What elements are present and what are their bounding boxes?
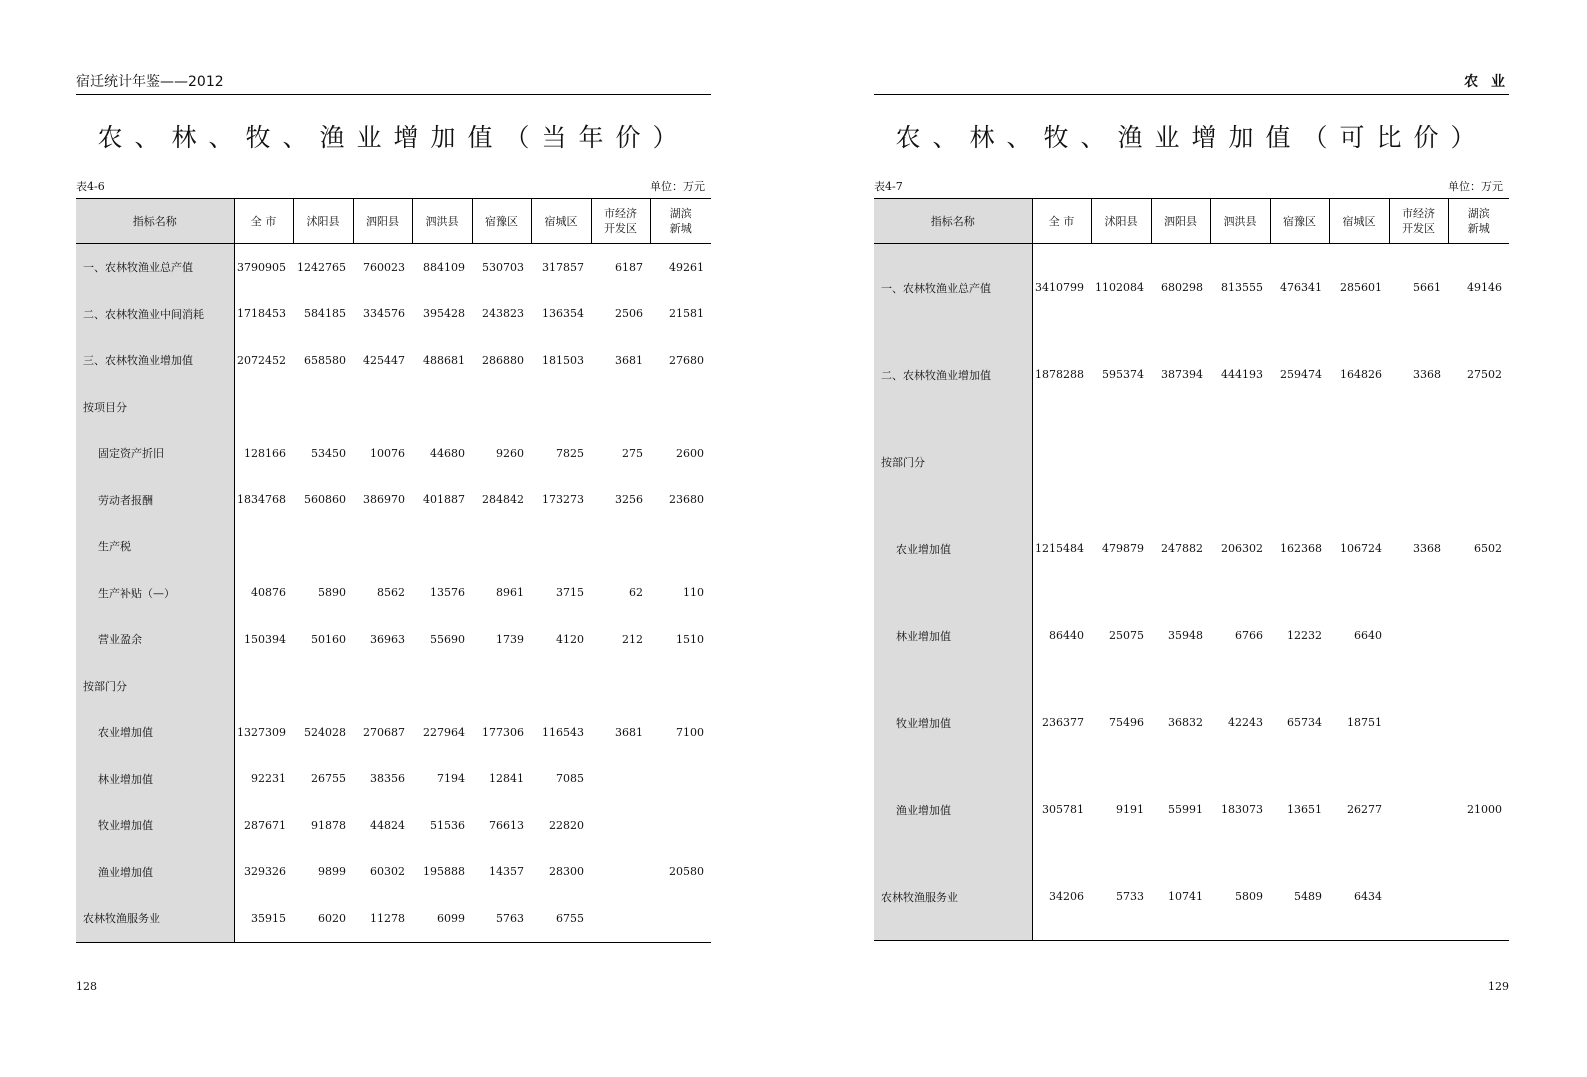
table-cell: 92231: [251, 772, 286, 786]
table-cell: 1327309: [237, 725, 286, 739]
table-cell: 275: [622, 446, 643, 460]
row-label: 农林牧渔服务业: [76, 895, 234, 942]
table-cell: 13651: [1287, 803, 1322, 816]
table-cell: 488681: [423, 353, 465, 367]
table-row: [76, 430, 711, 477]
row-label: 林业增加值: [874, 592, 1032, 679]
table-cell: 387394: [1161, 368, 1203, 381]
table-cell: 813555: [1221, 281, 1263, 294]
row-label: 营业盈余: [76, 616, 234, 663]
table-cell: 128166: [244, 446, 286, 460]
table-row: [76, 802, 711, 849]
table-cell: 524028: [304, 725, 346, 739]
table-cell: 27680: [669, 353, 704, 367]
table-row: [874, 679, 1509, 766]
row-label: 按部门分: [874, 418, 1032, 505]
table-cell: 34206: [1032, 853, 1091, 941]
table-cell: 9260: [496, 446, 524, 460]
table-row: [874, 592, 1509, 679]
table-cell: 55991: [1168, 803, 1203, 816]
table-cell: 236377: [1042, 716, 1084, 729]
table-cell: 287671: [244, 818, 286, 832]
row-label: 生产税: [76, 523, 234, 570]
table-cell: 1102084: [1095, 281, 1144, 294]
right-page: [874, 0, 1509, 1077]
table-cell: 395428: [423, 307, 465, 321]
table-cell: 444193: [1221, 368, 1263, 381]
table-cell: 3681: [615, 725, 643, 739]
row-label: 二、农林牧渔业增加值: [874, 331, 1032, 418]
column-header: 湖滨 新城: [650, 199, 711, 244]
column-header: 湖滨 新城: [1448, 199, 1509, 244]
table-cell: 62: [629, 586, 643, 600]
row-label: 三、农林牧渔业增加值: [76, 337, 234, 384]
table-cell: [591, 663, 650, 710]
table-cell: 162368: [1280, 542, 1322, 555]
table-cell: 658580: [304, 353, 346, 367]
table-cell: 317857: [542, 260, 584, 274]
table-cell: 164826: [1340, 368, 1382, 381]
table-row: [76, 477, 711, 524]
table-row: [76, 291, 711, 338]
table-cell: 3368: [1413, 368, 1441, 381]
table-cell: 5763: [472, 895, 531, 942]
table-cell: 53450: [311, 446, 346, 460]
row-label: 一、农林牧渔业总产值: [874, 244, 1032, 332]
table-cell: 26755: [311, 772, 346, 786]
table-cell: 49146: [1467, 281, 1502, 294]
data-table: [76, 198, 711, 943]
table-row: [874, 505, 1509, 592]
table-row: [76, 895, 711, 942]
table-row: [874, 853, 1509, 941]
table-row: [76, 570, 711, 617]
row-label: 渔业增加值: [874, 766, 1032, 853]
table-cell: 20580: [669, 865, 704, 879]
table-cell: 183073: [1221, 803, 1263, 816]
table-cell: 305781: [1042, 803, 1084, 816]
table-cell: [234, 384, 293, 431]
table-cell: [1389, 766, 1448, 853]
table-cell: [353, 523, 412, 570]
table-cell: 5489: [1270, 853, 1329, 941]
table-cell: 12232: [1287, 629, 1322, 642]
table-cell: 27502: [1467, 368, 1502, 381]
table-cell: 286880: [482, 353, 524, 367]
table-cell: 270687: [363, 725, 405, 739]
table-cell: 3368: [1413, 542, 1441, 555]
running-header: [874, 74, 1509, 95]
table-cell: [293, 523, 353, 570]
header-text: 农 业: [1464, 74, 1509, 90]
table-cell: [472, 384, 531, 431]
table-cell: 530703: [482, 260, 524, 274]
table-cell: 10076: [370, 446, 405, 460]
row-label: 一、农林牧渔业总产值: [76, 244, 234, 291]
table-cell: 7085: [556, 772, 584, 786]
row-label: 农业增加值: [76, 709, 234, 756]
table-cell: [412, 663, 472, 710]
column-header: 宿城区: [531, 199, 591, 244]
table-cell: 6640: [1354, 629, 1382, 642]
table-row: [874, 418, 1509, 505]
column-header: 泗洪县: [412, 199, 472, 244]
unit-label: 单位：万元: [650, 180, 705, 193]
table-cell: 21581: [669, 307, 704, 321]
table-cell: 9899: [318, 865, 346, 879]
table-cell: 1834768: [237, 493, 286, 507]
table-cell: [353, 663, 412, 710]
table-row: [76, 663, 711, 710]
table-cell: [234, 523, 293, 570]
table-row: [874, 331, 1509, 418]
table-cell: [1448, 853, 1509, 941]
table-row: [874, 766, 1509, 853]
table-cell: [531, 384, 591, 431]
table-cell: 181503: [542, 353, 584, 367]
table-cell: 13576: [430, 586, 465, 600]
table-cell: 86440: [1049, 629, 1084, 642]
table-cell: 136354: [542, 307, 584, 321]
column-header: 指标名称: [76, 199, 234, 244]
table-cell: [591, 756, 650, 803]
column-header: 全 市: [234, 199, 293, 244]
table-cell: 259474: [1280, 368, 1322, 381]
column-header: 泗阳县: [1151, 199, 1210, 244]
table-cell: 150394: [244, 632, 286, 646]
table-cell: 386970: [363, 493, 405, 507]
table-cell: 284842: [482, 493, 524, 507]
table-cell: 18751: [1347, 716, 1382, 729]
table-cell: 22820: [549, 818, 584, 832]
table-cell: 4120: [556, 632, 584, 646]
table-cell: 479879: [1102, 542, 1144, 555]
table-cell: [472, 663, 531, 710]
table-cell: 3256: [615, 493, 643, 507]
running-header: [76, 74, 711, 95]
row-label: 牧业增加值: [874, 679, 1032, 766]
table-cell: 680298: [1161, 281, 1203, 294]
table-cell: 212: [622, 632, 643, 646]
column-header: 沭阳县: [293, 199, 353, 244]
table-cell: [650, 384, 711, 431]
table-cell: 6502: [1474, 542, 1502, 555]
column-header: 宿豫区: [1270, 199, 1329, 244]
column-header: 市经济 开发区: [1389, 199, 1448, 244]
page-number: 129: [1488, 980, 1509, 993]
table-cell: 5809: [1210, 853, 1270, 941]
table-cell: 425447: [363, 353, 405, 367]
table-cell: 3681: [615, 353, 643, 367]
row-label: 按部门分: [76, 663, 234, 710]
table-cell: 401887: [423, 493, 465, 507]
table-cell: 1718453: [237, 307, 286, 321]
table-cell: 21000: [1467, 803, 1502, 816]
table-cell: 5733: [1091, 853, 1151, 941]
header-text: 宿迁统计年鉴——2012: [76, 74, 224, 90]
column-header: 沭阳县: [1091, 199, 1151, 244]
table-cell: [591, 802, 650, 849]
table-cell: 595374: [1102, 368, 1144, 381]
table-cell: 28300: [549, 865, 584, 879]
table-cell: 584185: [304, 307, 346, 321]
header-row: [874, 199, 1509, 244]
table-number: 表4-7: [874, 180, 903, 193]
row-label: 劳动者报酬: [76, 477, 234, 524]
table-row: [76, 523, 711, 570]
table-cell: 7100: [676, 725, 704, 739]
table-cell: 8562: [377, 586, 405, 600]
table-cell: [1389, 679, 1448, 766]
table-cell: 5661: [1413, 281, 1441, 294]
table-cell: [472, 523, 531, 570]
row-label: 二、农林牧渔业中间消耗: [76, 291, 234, 338]
table-cell: [293, 663, 353, 710]
table-cell: 1739: [496, 632, 524, 646]
page-title: 农、林、牧、渔业增加值（当年价）: [97, 123, 690, 152]
table-row: [76, 244, 711, 291]
table-row: [76, 384, 711, 431]
table-cell: 2600: [676, 446, 704, 460]
table-cell: [412, 384, 472, 431]
table-cell: 23680: [669, 493, 704, 507]
row-label: 农业增加值: [874, 505, 1032, 592]
table-cell: 884109: [423, 260, 465, 274]
data-table: [874, 198, 1509, 941]
table-cell: 5890: [318, 586, 346, 600]
column-header: 市经济 开发区: [591, 199, 650, 244]
table-cell: [591, 523, 650, 570]
table-cell: 1510: [676, 632, 704, 646]
table-cell: [591, 849, 650, 896]
column-header: 全 市: [1032, 199, 1091, 244]
table-cell: 6099: [412, 895, 472, 942]
table-row: [76, 337, 711, 384]
table-cell: [650, 756, 711, 803]
table-cell: 3790905: [237, 260, 286, 274]
table-cell: 10741: [1151, 853, 1210, 941]
table-cell: 51536: [430, 818, 465, 832]
table-cell: 227964: [423, 725, 465, 739]
column-header: 宿豫区: [472, 199, 531, 244]
table-cell: 476341: [1280, 281, 1322, 294]
table-row: [76, 709, 711, 756]
table-row: [874, 244, 1509, 332]
table-row: [76, 616, 711, 663]
table-cell: [591, 384, 650, 431]
table-cell: 65734: [1287, 716, 1322, 729]
column-header: 指标名称: [874, 199, 1032, 244]
table-cell: [1448, 592, 1509, 679]
left-page: [76, 0, 711, 1077]
table-cell: 177306: [482, 725, 524, 739]
table-cell: 42243: [1228, 716, 1263, 729]
table-meta: [76, 178, 711, 192]
table-cell: [650, 663, 711, 710]
row-label: 固定资产折旧: [76, 430, 234, 477]
table-cell: 38356: [370, 772, 405, 786]
table-cell: 14357: [489, 865, 524, 879]
table-cell: 49261: [669, 260, 704, 274]
table-cell: [650, 895, 711, 942]
table-cell: [1448, 679, 1509, 766]
table-cell: [1389, 853, 1448, 941]
table-cell: 9191: [1116, 803, 1144, 816]
table-cell: [591, 895, 650, 942]
row-label: 农林牧渔服务业: [874, 853, 1032, 941]
table-cell: 6434: [1329, 853, 1389, 941]
row-label: 林业增加值: [76, 756, 234, 803]
table-cell: 36963: [370, 632, 405, 646]
table-cell: 760023: [363, 260, 405, 274]
table-cell: 55690: [430, 632, 465, 646]
table-cell: [1151, 418, 1210, 505]
table-cell: [1448, 418, 1509, 505]
table-cell: 243823: [482, 307, 524, 321]
table-cell: 35915: [234, 895, 293, 942]
table-cell: [353, 384, 412, 431]
table-cell: 44824: [370, 818, 405, 832]
table-cell: 40876: [251, 586, 286, 600]
table-cell: 26277: [1347, 803, 1382, 816]
table-cell: 6020: [293, 895, 353, 942]
table-cell: [1091, 418, 1151, 505]
row-label: 牧业增加值: [76, 802, 234, 849]
table-cell: 2506: [615, 307, 643, 321]
table-cell: 3410799: [1035, 281, 1084, 294]
table-cell: [1210, 418, 1270, 505]
page-title: 农、林、牧、渔业增加值（可比价）: [895, 123, 1488, 152]
page-number: 128: [76, 980, 97, 993]
table-cell: 7194: [437, 772, 465, 786]
table-cell: 285601: [1340, 281, 1382, 294]
table-cell: 6766: [1235, 629, 1263, 642]
table-cell: 206302: [1221, 542, 1263, 555]
table-cell: [1389, 418, 1448, 505]
table-cell: 334576: [363, 307, 405, 321]
table-row: [76, 756, 711, 803]
table-cell: [531, 663, 591, 710]
table-cell: 1242765: [297, 260, 346, 274]
table-cell: [412, 523, 472, 570]
table-cell: 6187: [615, 260, 643, 274]
unit-label: 单位：万元: [1448, 180, 1503, 193]
row-label: 渔业增加值: [76, 849, 234, 896]
table-cell: [1270, 418, 1329, 505]
table-cell: 75496: [1109, 716, 1144, 729]
table-cell: 91878: [311, 818, 346, 832]
table-cell: 8961: [496, 586, 524, 600]
table-cell: 35948: [1168, 629, 1203, 642]
table-cell: 11278: [353, 895, 412, 942]
table-cell: 44680: [430, 446, 465, 460]
table-cell: 560860: [304, 493, 346, 507]
column-header: 宿城区: [1329, 199, 1389, 244]
table-cell: [293, 384, 353, 431]
table-cell: 60302: [370, 865, 405, 879]
table-cell: 1215484: [1035, 542, 1084, 555]
column-header: 泗阳县: [353, 199, 412, 244]
table-cell: 1878288: [1035, 368, 1084, 381]
table-cell: 50160: [311, 632, 346, 646]
table-cell: 247882: [1161, 542, 1203, 555]
table-row: [76, 849, 711, 896]
table-cell: [1329, 418, 1389, 505]
table-cell: 106724: [1340, 542, 1382, 555]
column-header: 泗洪县: [1210, 199, 1270, 244]
table-cell: 110: [683, 586, 704, 600]
table-cell: [1389, 592, 1448, 679]
row-label: 生产补贴（—）: [76, 570, 234, 617]
table-cell: [650, 802, 711, 849]
table-cell: 12841: [489, 772, 524, 786]
table-cell: 25075: [1109, 629, 1144, 642]
table-cell: [1032, 418, 1091, 505]
table-cell: 76613: [489, 818, 524, 832]
table-cell: 7825: [556, 446, 584, 460]
table-meta: [874, 178, 1509, 192]
table-number: 表4-6: [76, 180, 105, 193]
table-cell: 2072452: [237, 353, 286, 367]
table-cell: 116543: [542, 725, 584, 739]
table-cell: 173273: [542, 493, 584, 507]
table-cell: 329326: [244, 865, 286, 879]
table-cell: [650, 523, 711, 570]
row-label: 按项目分: [76, 384, 234, 431]
table-cell: 6755: [531, 895, 591, 942]
table-cell: 3715: [556, 586, 584, 600]
table-cell: [531, 523, 591, 570]
header-row: [76, 199, 711, 244]
table-cell: [234, 663, 293, 710]
table-cell: 195888: [423, 865, 465, 879]
table-cell: 36832: [1168, 716, 1203, 729]
